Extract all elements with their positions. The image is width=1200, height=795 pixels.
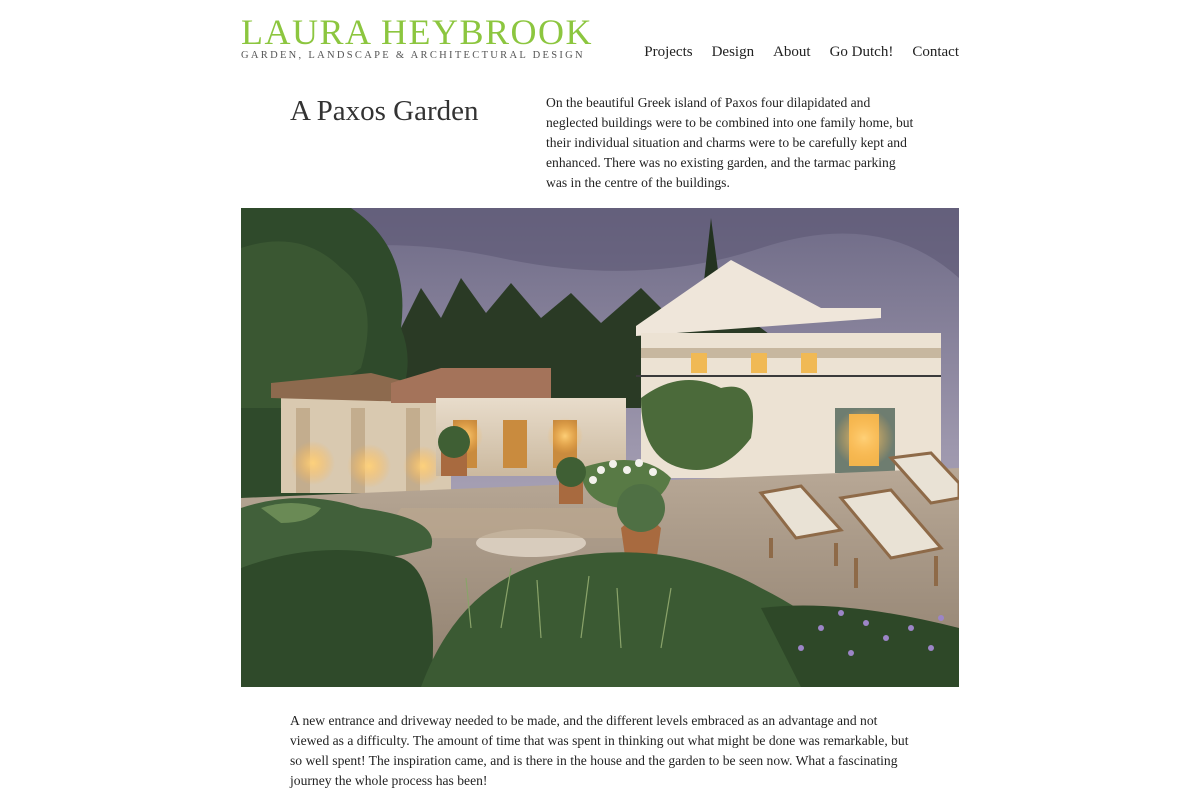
nav-projects[interactable]: Projects — [644, 44, 693, 60]
site-logo[interactable] — [241, 14, 593, 63]
hero-image-illustration — [241, 208, 959, 687]
nav-go-dutch[interactable]: Go Dutch! — [829, 44, 894, 60]
logo-tagline: GARDEN, LANDSCAPE & ARCHITECTURAL DESIGN — [241, 50, 585, 61]
intro-paragraph: On the beautiful Greek island of Paxos four dilapidated and neglected buildings were to be combined into one family home, but their individual situation and charms were to be carefully kept and enhanced. There was no existing garden, and the tarmac parking was in the centre of the buildings. — [546, 95, 914, 190]
nav-about[interactable]: About — [773, 44, 811, 60]
site-header — [241, 14, 959, 74]
nav-contact[interactable]: Contact — [912, 44, 959, 60]
logo-name: LAURA HEYBROOK — [241, 12, 594, 52]
hero-image — [241, 208, 959, 687]
main-nav — [644, 43, 959, 61]
page-title: A Paxos Garden — [290, 95, 479, 127]
nav-design[interactable]: Design — [711, 44, 755, 60]
body-paragraph: A new entrance and driveway needed to be made, and the different levels embraced as an advantage and not viewed as a difficulty. The amount of time that was spent in thinking out what might be done was remarkable, but so well spent! The inspiration came, and is there in the house and the garden to be seen now. What a fascinating journey the whole process has been! — [290, 713, 909, 788]
